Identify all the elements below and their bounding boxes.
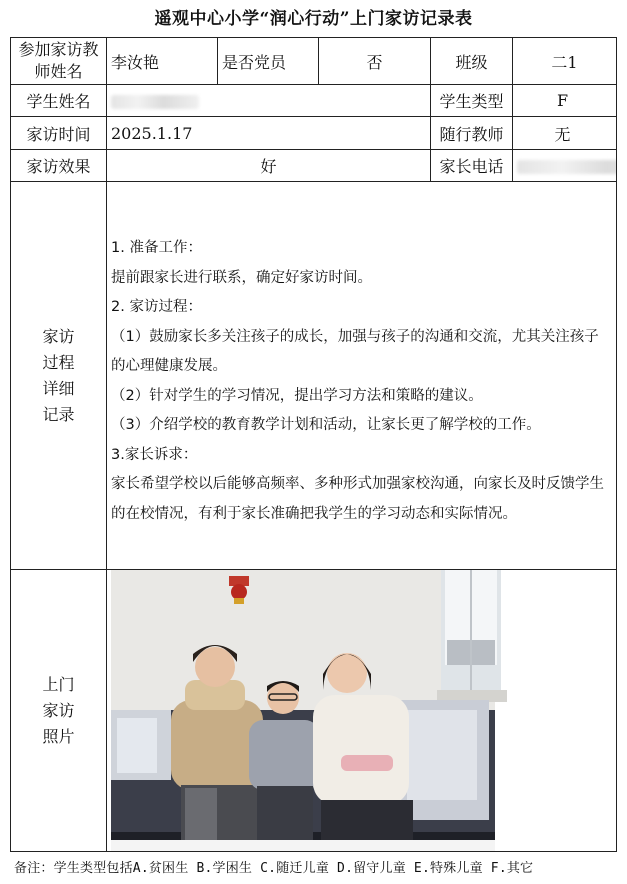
detail-line: （2）针对学生的学习情况，提出学习方法和策略的建议。 xyxy=(111,387,483,404)
effect-row xyxy=(11,150,617,182)
phone-value xyxy=(513,150,617,182)
accompany-label: 随行教师 xyxy=(431,117,513,150)
class-value: 二1 xyxy=(513,38,617,85)
detail-line: 3.家长诉求： xyxy=(111,446,198,463)
redacted-student-name xyxy=(111,95,199,109)
student-name-label: 学生姓名 xyxy=(11,85,107,117)
phone-label: 家长电话 xyxy=(431,150,513,182)
detail-line: 2. 家访过程： xyxy=(111,299,202,315)
accompany-value: 无 xyxy=(513,117,617,150)
detail-line: （3）介绍学校的教育教学计划和活动，让家长更了解学校的工作。 xyxy=(111,417,541,433)
class-label: 班级 xyxy=(431,38,513,85)
student-type-value: F xyxy=(513,85,617,117)
detail-line: 家长希望学校以后能够高频率、多种形式加强家校沟通，向家长及时反馈学生的在校情况，有利于家长准确把我学生的学习动态和实际情况。 xyxy=(111,476,604,522)
party-label: 是否党员 xyxy=(218,38,319,85)
detail-line: 1. 准备工作： xyxy=(111,240,202,256)
party-value: 否 xyxy=(319,38,431,85)
details-content xyxy=(107,182,617,570)
student-row xyxy=(11,85,617,117)
detail-line: 提前跟家长进行联系，确定好家访时间。 xyxy=(111,269,372,286)
photo-cell xyxy=(107,570,617,852)
form-title: 遥观中心小学“润心行动”上门家访记录表 xyxy=(154,9,473,29)
footnote: 备注：学生类型包括A.贫困生 B.学困生 C.随迁儿童 D.留守儿童 E.特殊儿童 F.其它 xyxy=(14,861,534,876)
details-row xyxy=(11,182,617,570)
visit-time-row xyxy=(11,117,617,150)
visit-time-value: 2025.1.17 xyxy=(107,117,431,150)
details-label: 家访 过程 详细 记录 xyxy=(11,182,107,570)
teacher-row xyxy=(11,38,617,85)
visit-record-table xyxy=(10,37,617,852)
detail-line: （1）鼓励家长多关注孩子的成长，加强与孩子的沟通和交流，尤其关注孩子的心理健康发展。 xyxy=(111,328,599,374)
student-type-label: 学生类型 xyxy=(431,85,513,117)
visit-time-label: 家访时间 xyxy=(11,117,107,150)
effect-label: 家访效果 xyxy=(11,150,107,182)
photo-row xyxy=(11,570,617,852)
home-visit-photo xyxy=(107,570,617,851)
teacher-value: 李汝艳 xyxy=(107,38,218,85)
effect-value: 好 xyxy=(107,150,431,182)
redacted-phone xyxy=(517,160,617,174)
photo-label: 上门 家访 照片 xyxy=(11,570,107,852)
teacher-label: 参加家访教师姓名 xyxy=(11,38,107,85)
student-name-value xyxy=(107,85,431,117)
